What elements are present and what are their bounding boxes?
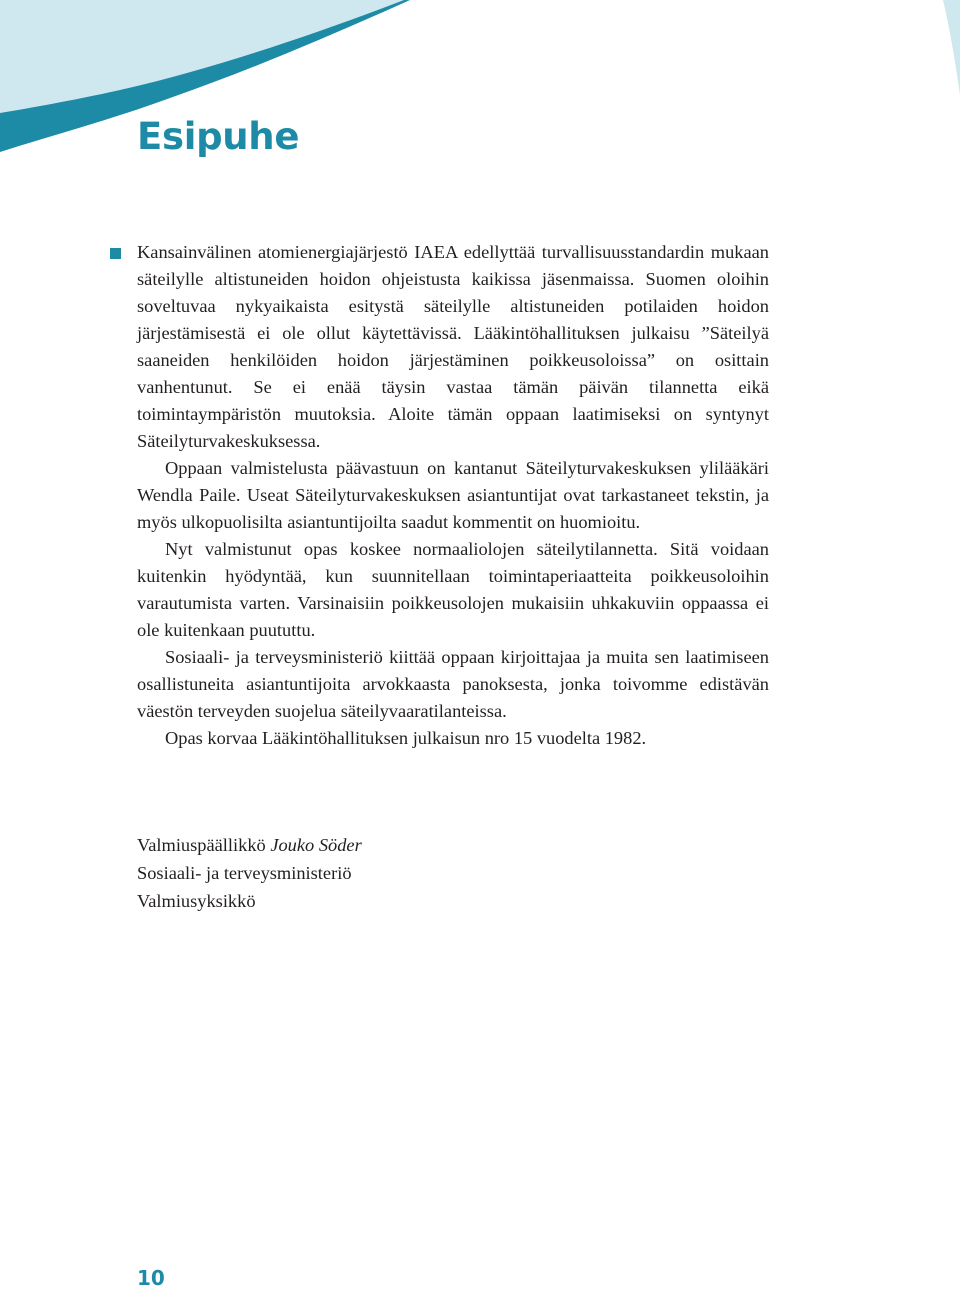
page-title: Esipuhe bbox=[137, 115, 300, 158]
signature-unit: Valmiusyksikkö bbox=[137, 891, 256, 911]
paragraph-2: Oppaan valmistelusta päävastuun on kantanut Säteilyturvakeskuksen ylilääkäri Wendla Paile. Useat Säteilyturvakeskuksen asiantuntijat ovat tarkastaneet tekstin, ja myös ulkopuolisilta asiantuntijoilta saadut kommentit on huomioitu. bbox=[137, 458, 769, 532]
signature-title-line bbox=[137, 831, 362, 859]
right-edge-stripe bbox=[943, 0, 960, 95]
signature-title: Valmiuspäällikkö bbox=[137, 835, 266, 855]
signature-name: Jouko Söder bbox=[270, 835, 362, 855]
square-bullet-icon bbox=[110, 248, 121, 259]
paragraph-5: Opas korvaa Lääkintöhallituksen julkaisun nro 15 vuodelta 1982. bbox=[165, 728, 647, 748]
light-wave-shape bbox=[0, 0, 404, 113]
page-number: 10 bbox=[137, 1266, 165, 1290]
preface-body bbox=[137, 239, 769, 752]
paragraph-3: Nyt valmistunut opas koskee normaaliolojen säteilytilannetta. Sitä voidaan kuitenkin hyödyntää, kun suunnitellaan toimintaperiaatteita poikkeusoloihin varautumista varten. Varsinaisiin poikkeusolojen mukaisiin uhkakuviin oppaassa ei ole kuitenkaan puututtu. bbox=[137, 539, 769, 640]
signature-organization: Sosiaali- ja terveysministeriö bbox=[137, 863, 352, 883]
paragraph-1: Kansainvälinen atomienergiajärjestö IAEA edellyttää turvallisuusstandardin mukaan säteilylle altistuneiden hoidon ohjeistusta kaikissa jäsenmaissa. Suomen oloihin soveltuvaa nykyaikaista esitystä säteilylle altistuneiden potilaiden hoidon järjestämisestä ei ole ollut käytettävissä. Lääkintöhallituksen julkaisu ”Säteilyä saaneiden henkilöiden hoidon järjestäminen poikkeusoloissa” on osittain vanhentunut. Se ei enää täysin vastaa tämän päivän tilannetta eikä toimintaympäristön muutoksia. Aloite tämän oppaan laatimiseksi on syntynyt Säteilyturvakeskuksessa. bbox=[137, 242, 769, 451]
signature-block bbox=[137, 831, 362, 915]
paragraph-4: Sosiaali- ja terveysministeriö kiittää oppaan kirjoittajaa ja muita sen laatimiseen osallistuneita asiantuntijoita arvokkaasta panoksesta, jonka toivomme edistävän väestön terveyden suojelua säteilyvaaratilanteissa. bbox=[137, 647, 769, 721]
